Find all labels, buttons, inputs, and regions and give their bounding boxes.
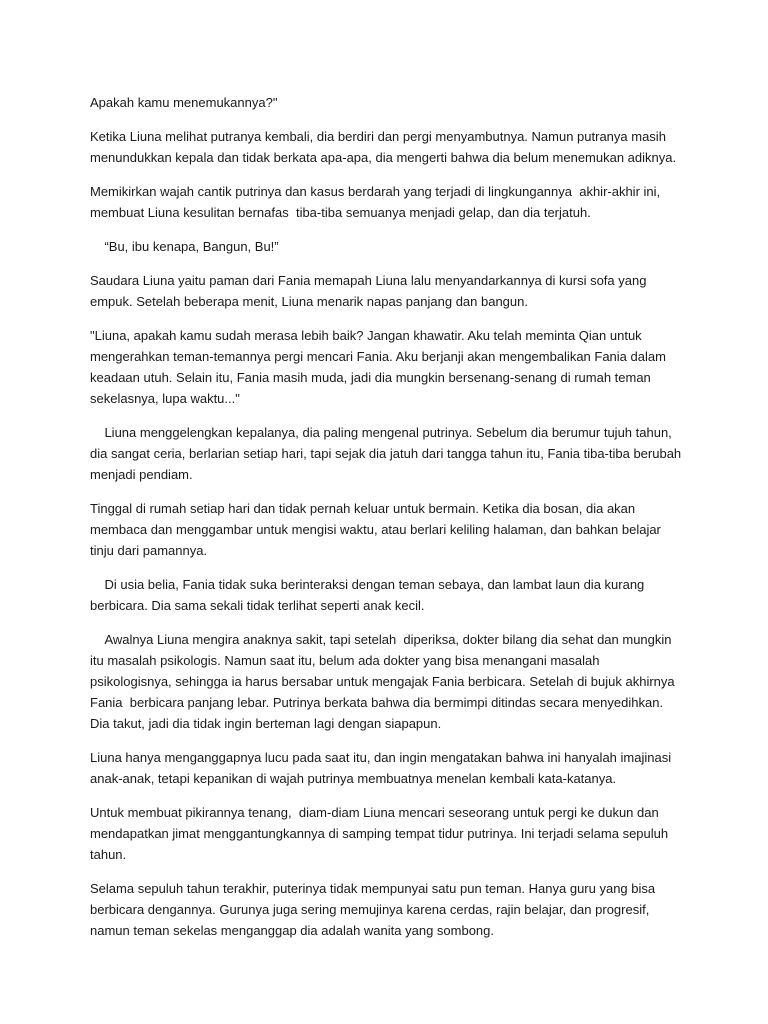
paragraph-7: Liuna menggelengkan kepalanya, dia paling mengenal putrinya. Sebelum dia berumur tujuh tahun, dia sangat ceria, berlarian setiap hari, tapi sejak dia jatuh dari tangga tahun itu, Fania tiba-tiba berubah menjadi pendiam.: [90, 425, 685, 482]
paragraph-1: Apakah kamu menemukannya?": [90, 95, 278, 110]
document-page: [90, 92, 685, 954]
paragraph-6: "Liuna, apakah kamu sudah merasa lebih baik? Jangan khawatir. Aku telah meminta Qian untuk mengerahkan teman-temannya pergi mencari Fania. Aku berjanji akan mengembalikan Fania dalam keadaan utuh. Selain itu, Fania masih muda, jadi dia mungkin bersenang-senang di rumah teman sekelasnya, lupa waktu...": [90, 328, 670, 406]
paragraph-12: Untuk membuat pikirannya tenang, diam-diam Liuna mencari seseorang untuk pergi ke dukun dan mendapatkan jimat menggantungkannya di samping tempat tidur putrinya. Ini terjadi selama sepuluh tahun.: [90, 805, 672, 862]
paragraph-5: Saudara Liuna yaitu paman dari Fania memapah Liuna lalu menyandarkannya di kursi sofa yang empuk. Setelah beberapa menit, Liuna menarik napas panjang dan bangun.: [90, 273, 651, 309]
paragraph-9: Di usia belia, Fania tidak suka berinteraksi dengan teman sebaya, dan lambat laun dia kurang berbicara. Dia sama sekali tidak terlihat seperti anak kecil.: [90, 577, 648, 613]
paragraph-2: Ketika Liuna melihat putranya kembali, dia berdiri dan pergi menyambutnya. Namun putranya masih menundukkan kepala dan tidak berkata apa-apa, dia mengerti bahwa dia belum menemukan adiknya.: [90, 129, 677, 165]
paragraph-13: Selama sepuluh tahun terakhir, puterinya tidak mempunyai satu pun teman. Hanya guru yang bisa berbicara dengannya. Gurunya juga sering memujinya karena cerdas, rajin belajar, dan progresif, namun teman sekelas menganggap dia adalah wanita yang sombong.: [90, 881, 659, 938]
paragraph-3: Memikirkan wajah cantik putrinya dan kasus berdarah yang terjadi di lingkungannya akhir-akhir ini, membuat Liuna kesulitan bernafas tiba-tiba semuanya menjadi gelap, dan dia terjatuh.: [90, 184, 664, 220]
paragraph-4: “Bu, ibu kenapa, Bangun, Bu!”: [90, 239, 279, 254]
paragraph-8: Tinggal di rumah setiap hari dan tidak pernah keluar untuk bermain. Ketika dia bosan, dia akan membaca dan menggambar untuk mengisi waktu, atau berlari keliling halaman, dan bahkan belajar tinju dari pamannya.: [90, 501, 665, 558]
paragraph-11: Liuna hanya menganggapnya lucu pada saat itu, dan ingin mengatakan bahwa ini hanyalah imajinasi anak-anak, tetapi kepanikan di wajah putrinya membuatnya menelan kembali kata-katanya.: [90, 750, 675, 786]
paragraph-10: Awalnya Liuna mengira anaknya sakit, tapi setelah diperiksa, dokter bilang dia sehat dan mungkin itu masalah psikologis. Namun saat itu, belum ada dokter yang bisa menangani masalah psikologisnya, sehingga ia harus bersabar untuk mengajak Fania berbicara. Setelah di bujuk akhirnya Fania berbicara panjang lebar. Putrinya berkata bahwa dia bermimpi ditindas secara menyedihkan. Dia takut, jadi dia tidak ingin berteman lagi dengan siapapun.: [90, 632, 679, 731]
